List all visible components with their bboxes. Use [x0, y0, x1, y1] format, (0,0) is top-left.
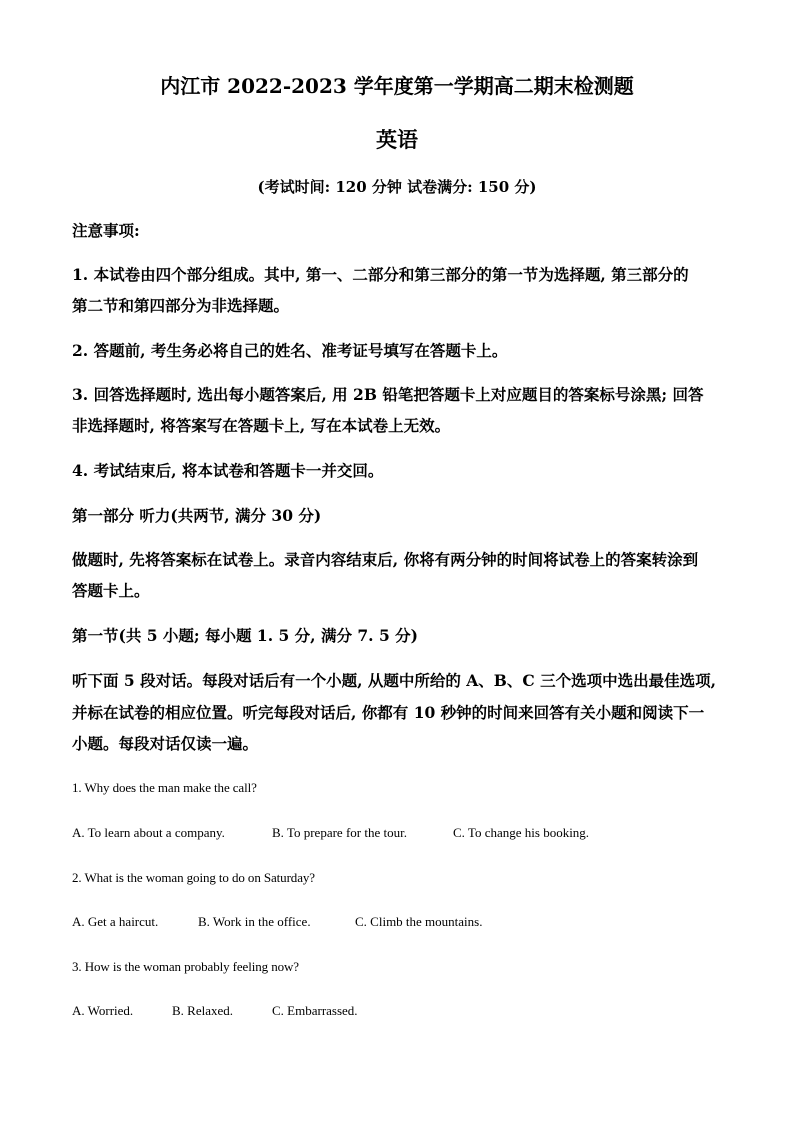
question-1: 1. Why does the man make the call?: [72, 780, 257, 795]
note-item-1-line-1: 1. 本试卷由四个部分组成。其中, 第一、二部分和第三部分的第一节为选择题, 第三部分的: [72, 265, 689, 284]
part1-heading: 第一部分 听力(共两节, 满分 30 分): [72, 506, 322, 525]
question-1-option-b: B. To prepare for the tour.: [272, 825, 407, 840]
question-1-option-c: C. To change his booking.: [453, 825, 590, 840]
document-title: 内江市 2022-2023 学年度第一学期高二期末检测题: [160, 74, 634, 98]
question-3: 3. How is the woman probably feeling now?: [72, 959, 299, 974]
question-2: 2. What is the woman going to do on Saturday?: [72, 870, 315, 885]
question-2-option-c: C. Climb the mountains.: [355, 914, 483, 929]
question-1-option-a: A. To learn about a company.: [72, 825, 225, 840]
question-3-option-a: A. Worried.: [72, 1003, 134, 1018]
question-3-option-c: C. Embarrassed.: [272, 1003, 358, 1018]
note-item-1-line-2: 第二节和第四部分为非选择题。: [72, 296, 290, 315]
part1-instruction-line-1: 做题时, 先将答案标在试卷上。录音内容结束后, 你将有两分钟的时间将试卷上的答案转涂到: [72, 550, 699, 569]
section1-instruction-line-3: 小题。每段对话仅读一遍。: [72, 734, 259, 753]
exam-info: (考试时间: 120 分钟 试卷满分: 150 分): [257, 178, 537, 196]
note-item-4: 4. 考试结束后, 将本试卷和答题卡一并交回。: [72, 461, 384, 480]
section1-heading: 第一节(共 5 小题; 每小题 1. 5 分, 满分 7. 5 分): [72, 626, 418, 645]
subject-title: 英语: [376, 127, 418, 152]
note-item-3-line-2: 非选择题时, 将答案写在答题卡上, 写在本试卷上无效。: [72, 416, 451, 435]
question-2-option-b: B. Work in the office.: [198, 914, 311, 929]
note-item-3-line-1: 3. 回答选择题时, 选出每小题答案后, 用 2B 铅笔把答题卡上对应题目的答案标号涂黑; 回答: [72, 385, 704, 404]
question-3-option-b: B. Relaxed.: [172, 1003, 234, 1018]
notes-heading: 注意事项:: [72, 221, 140, 240]
part1-instruction-line-2: 答题卡上。: [72, 581, 150, 600]
section1-instruction-line-2: 并标在试卷的相应位置。听完每段对话后, 你都有 10 秒钟的时间来回答有关小题和阅读下一: [72, 703, 705, 722]
section1-instruction-line-1: 听下面 5 段对话。每段对话后有一个小题, 从题中所给的 A、B、C 三个选项中选出最佳选项,: [72, 671, 717, 690]
note-item-2: 2. 答题前, 考生务必将自己的姓名、准考证号填写在答题卡上。: [72, 341, 508, 360]
question-2-option-a: A. Get a haircut.: [72, 914, 159, 929]
